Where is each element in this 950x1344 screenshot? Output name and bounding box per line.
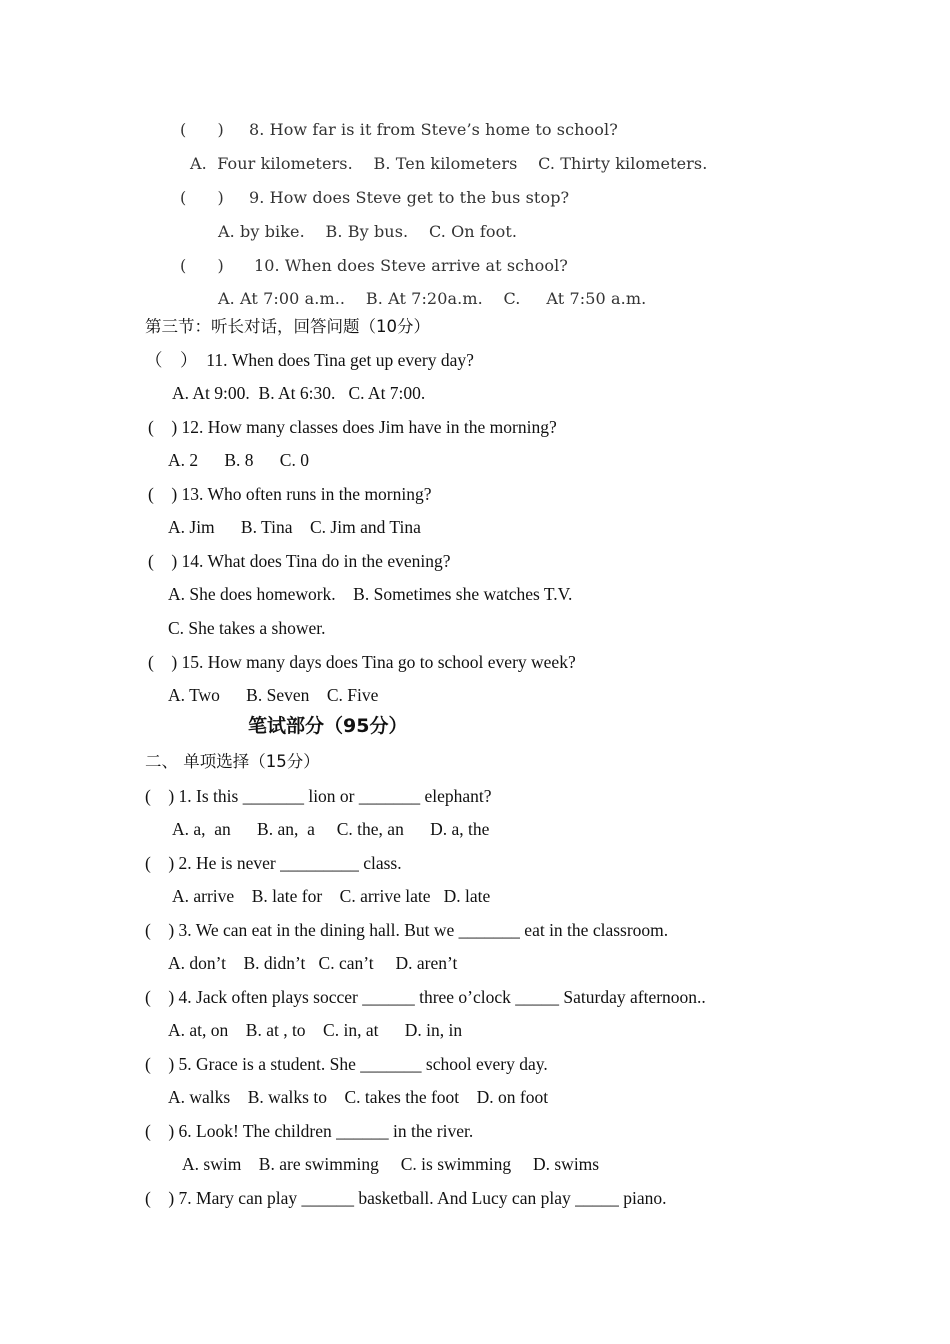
q9-answer-blank: ( ) <box>180 188 224 207</box>
q15-stem: ( ) 15. How many days does Tina go to school every week? <box>148 652 576 672</box>
w-q7-stem: ( ) 7. Mary can play ______ basketball. And Lucy can play _____ piano. <box>145 1188 667 1208</box>
q13-options: A. Jim B. Tina C. Jim and Tina <box>168 517 421 537</box>
section2-title: 二、 单项选择（15分） <box>145 752 320 771</box>
q14-stem: ( ) 14. What does Tina do in the evening? <box>148 551 451 571</box>
q11-options: A. At 9:00. B. At 6:30. C. At 7:00. <box>172 383 426 403</box>
section3-title: 第三节：听长对话，回答问题（10分） <box>145 317 430 336</box>
q9-stem: 9. How does Steve get to the bus stop? <box>249 188 570 207</box>
q8-answer-blank: ( ) <box>180 120 224 139</box>
q12-stem: ( ) 12. How many classes does Jim have in the morning? <box>148 417 557 437</box>
w-q3-options: A. don’t B. didn’t C. can’t D. aren’t <box>168 953 458 973</box>
w-q5-stem: ( ) 5. Grace is a student. She _______ school every day. <box>145 1054 548 1074</box>
w-q4-options: A. at, on B. at , to C. in, at D. in, in <box>168 1020 463 1040</box>
q14-options: A. She does homework. B. Sometimes she watches T.V. <box>168 584 573 604</box>
q9-options: A. by bike. B. By bus. C. On foot. <box>218 222 518 241</box>
q12-options: A. 2 B. 8 C. 0 <box>168 450 309 470</box>
q8-options: A. Four kilometers. B. Ten kilometers C. Thirty kilometers. <box>190 154 708 173</box>
w-q1-options: A. a, an B. an, a C. the, an D. a, the <box>172 819 490 839</box>
q15-options: A. Two B. Seven C. Five <box>168 685 379 705</box>
w-q4-stem: ( ) 4. Jack often plays soccer ______ three o’clock _____ Saturday afternoon.. <box>145 987 706 1007</box>
w-q2-stem: ( ) 2. He is never _________ class. <box>145 853 402 873</box>
q10-stem: 10. When does Steve arrive at school? <box>254 256 568 275</box>
w-q3-stem: ( ) 3. We can eat in the dining hall. But we _______ eat in the classroom. <box>145 920 669 940</box>
written-part-title: 笔试部分（95分） <box>248 715 408 737</box>
w-q2-options: A. arrive B. late for C. arrive late D. late <box>172 886 491 906</box>
q14-options-line2: C. She takes a shower. <box>168 618 326 638</box>
w-q6-options: A. swim B. are swimming C. is swimming D. swims <box>182 1154 600 1174</box>
q11-stem: （ ） 11. When does Tina get up every day? <box>145 350 474 370</box>
q10-options: A. At 7:00 a.m.. B. At 7:20a.m. C. At 7:50 a.m. <box>218 289 647 308</box>
w-q1-stem: ( ) 1. Is this _______ lion or _______ elephant? <box>145 786 492 806</box>
q13-stem: ( ) 13. Who often runs in the morning? <box>148 484 432 504</box>
w-q5-options: A. walks B. walks to C. takes the foot D. on foot <box>168 1087 549 1107</box>
q10-answer-blank: ( ) <box>180 256 224 275</box>
w-q6-stem: ( ) 6. Look! The children ______ in the river. <box>145 1121 474 1141</box>
q8-stem: 8. How far is it from Steve’s home to school? <box>249 120 618 139</box>
